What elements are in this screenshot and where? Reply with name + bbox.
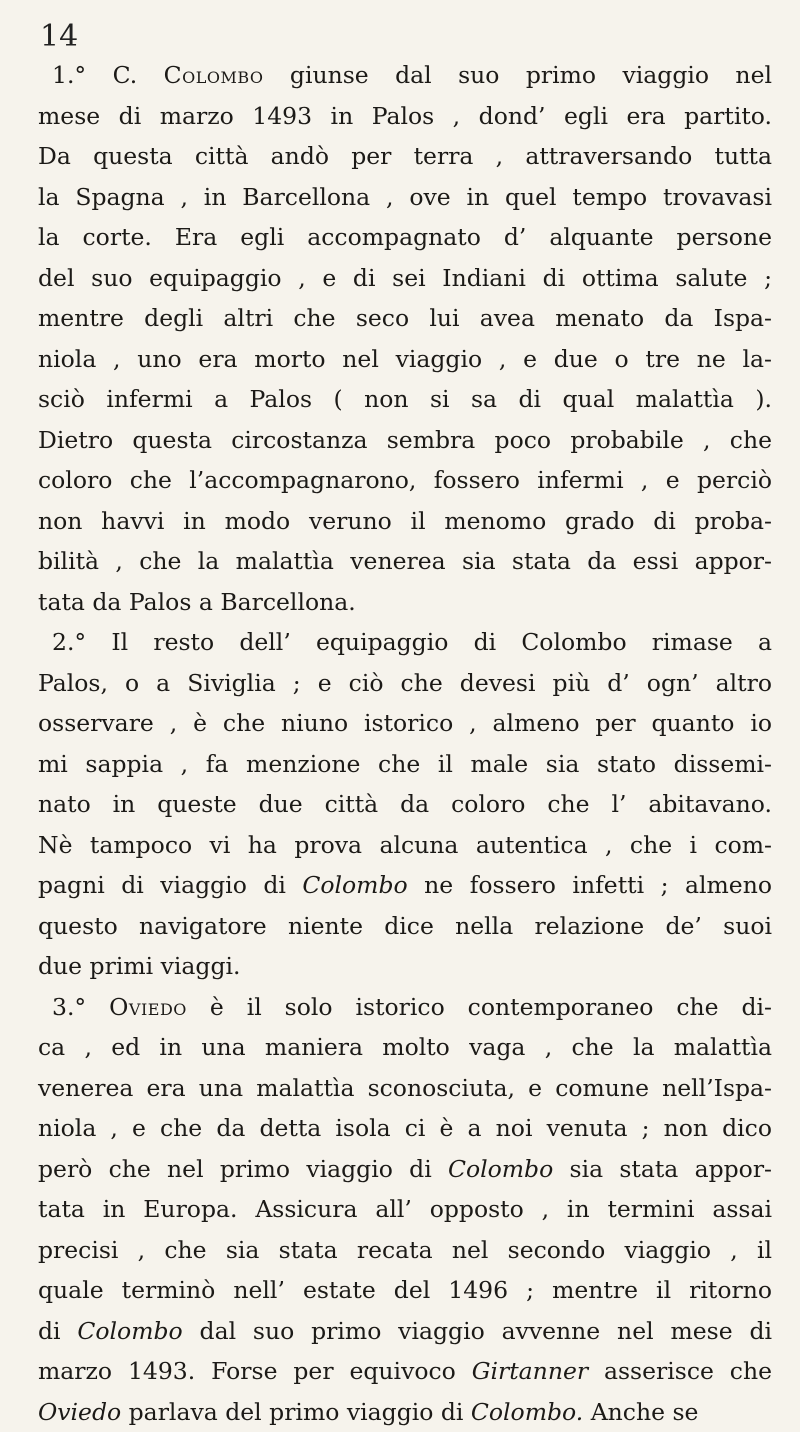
text-segment: 3.° [52,993,109,1021]
text-segment: Oviedo [109,993,187,1021]
text-line [38,906,772,947]
text-segment: Oviedo [38,1398,121,1426]
text-segment: osservare , è che niuno istorico , almeno per quanto io [38,709,772,737]
text-segment: ne fossero infetti ; almeno [408,871,772,899]
text-line [38,258,772,299]
text-line [38,703,772,744]
text-segment: quale terminò nell’ estate del 1496 ; mentre il ritorno [38,1276,772,1304]
text-segment: sciò infermi a Palos ( non si sa di qual malattìa ). [38,385,772,413]
text-segment: pagni di viaggio di [38,871,302,899]
text-line [38,541,772,582]
text-segment: sia stata appor- [553,1155,772,1183]
text-segment: tata in Europa. Assicura all’ opposto , in termini assai [38,1195,772,1223]
text-segment: giunse dal suo primo viaggio nel [264,61,772,89]
text-line [38,1108,772,1149]
text-segment: la corte. Era egli accompagnato d’ alquante persone [38,223,772,251]
text-line [38,1311,772,1352]
text-segment: due primi viaggi. [38,952,241,980]
text-segment: 1.° C. [52,61,164,89]
text-line [38,1270,772,1311]
text-segment: è il solo istorico contemporaneo che di- [187,993,772,1021]
text-line [38,379,772,420]
text-line [38,136,772,177]
text-line [38,582,772,623]
text-segment: Dietro questa circostanza sembra poco probabile , che [38,426,772,454]
text-line [38,865,772,906]
text-segment: niola , uno era morto nel viaggio , e due o tre ne la- [38,345,772,373]
text-segment: mese di marzo 1493 in Palos , dond’ egli era partito. [38,102,772,130]
text-line [38,501,772,542]
text-segment: di [38,1317,77,1345]
text-segment: la Spagna , in Barcellona , ove in quel tempo trovavasi [38,183,772,211]
text-segment: del suo equipaggio , e di sei Indiani di ottima salute ; [38,264,772,292]
text-segment: niola , e che da detta isola ci è a noi venuta ; non dico [38,1114,772,1142]
text-line [38,1230,772,1271]
text-segment: non havvi in modo veruno il menomo grado di proba- [38,507,772,535]
text-segment: ca , ed in una maniera molto vaga , che la malattìa [38,1033,772,1061]
text-line [38,1027,772,1068]
text-line [38,1392,772,1432]
paragraph-1 [38,55,772,622]
text-line [38,1351,772,1392]
text-segment: questo navigatore niente dice nella relazione de’ suoi [38,912,772,940]
text-segment: Colombo. [471,1398,583,1426]
text-line [38,987,772,1028]
text-segment: Girtanner [472,1357,588,1385]
text-segment: Da questa città andò per terra , attraversando tutta [38,142,772,170]
text-segment: Colombo [448,1155,553,1183]
page-number: 14 [40,22,78,52]
text-segment: parlava del primo viaggio di [121,1398,471,1426]
text-line [38,460,772,501]
text-segment: Nè tampoco vi ha prova alcuna autentica , che i com- [38,831,772,859]
text-line [38,217,772,258]
text-line [38,1149,772,1190]
text-line [38,946,772,987]
text-line [38,339,772,380]
text-segment: Colombo [77,1317,182,1345]
text-line [38,298,772,339]
text-segment: coloro che l’accompagnarono, fossero infermi , e perciò [38,466,772,494]
body-text [38,55,772,1432]
text-segment: Colombo [164,61,264,89]
text-segment: Anche se [583,1398,698,1426]
text-line [38,1189,772,1230]
text-line [38,744,772,785]
paragraph-2 [38,622,772,987]
text-line [38,55,772,96]
text-segment: asserisce che [588,1357,772,1385]
text-segment: precisi , che sia stata recata nel secondo viaggio , il [38,1236,772,1264]
text-segment: Colombo [302,871,407,899]
text-segment: Palos, o a Siviglia ; e ciò che devesi più d’ ogn’ altro [38,669,772,697]
text-segment: nato in queste due città da coloro che l’ abitavano. [38,790,772,818]
text-segment: mi sappia , fa menzione che il male sia stato dissemi- [38,750,772,778]
text-line [38,784,772,825]
text-line [38,622,772,663]
text-segment: tata da Palos a Barcellona. [38,588,356,616]
text-line [38,663,772,704]
text-segment: marzo 1493. Forse per equivoco [38,1357,472,1385]
text-segment: venerea era una malattìa sconosciuta, e comune nell’Ispa- [38,1074,772,1102]
text-line [38,825,772,866]
text-line [38,96,772,137]
text-line [38,1068,772,1109]
paragraph-3 [38,987,772,1432]
text-line [38,177,772,218]
text-segment: bilità , che la malattìa venerea sia stata da essi appor- [38,547,772,575]
text-segment: 2.° Il resto dell’ equipaggio di Colombo rimase a [52,628,772,656]
text-line [38,420,772,461]
text-segment: dal suo primo viaggio avvenne nel mese di [183,1317,772,1345]
text-segment: mentre degli altri che seco lui avea menato da Ispa- [38,304,772,332]
text-segment: però che nel primo viaggio di [38,1155,448,1183]
